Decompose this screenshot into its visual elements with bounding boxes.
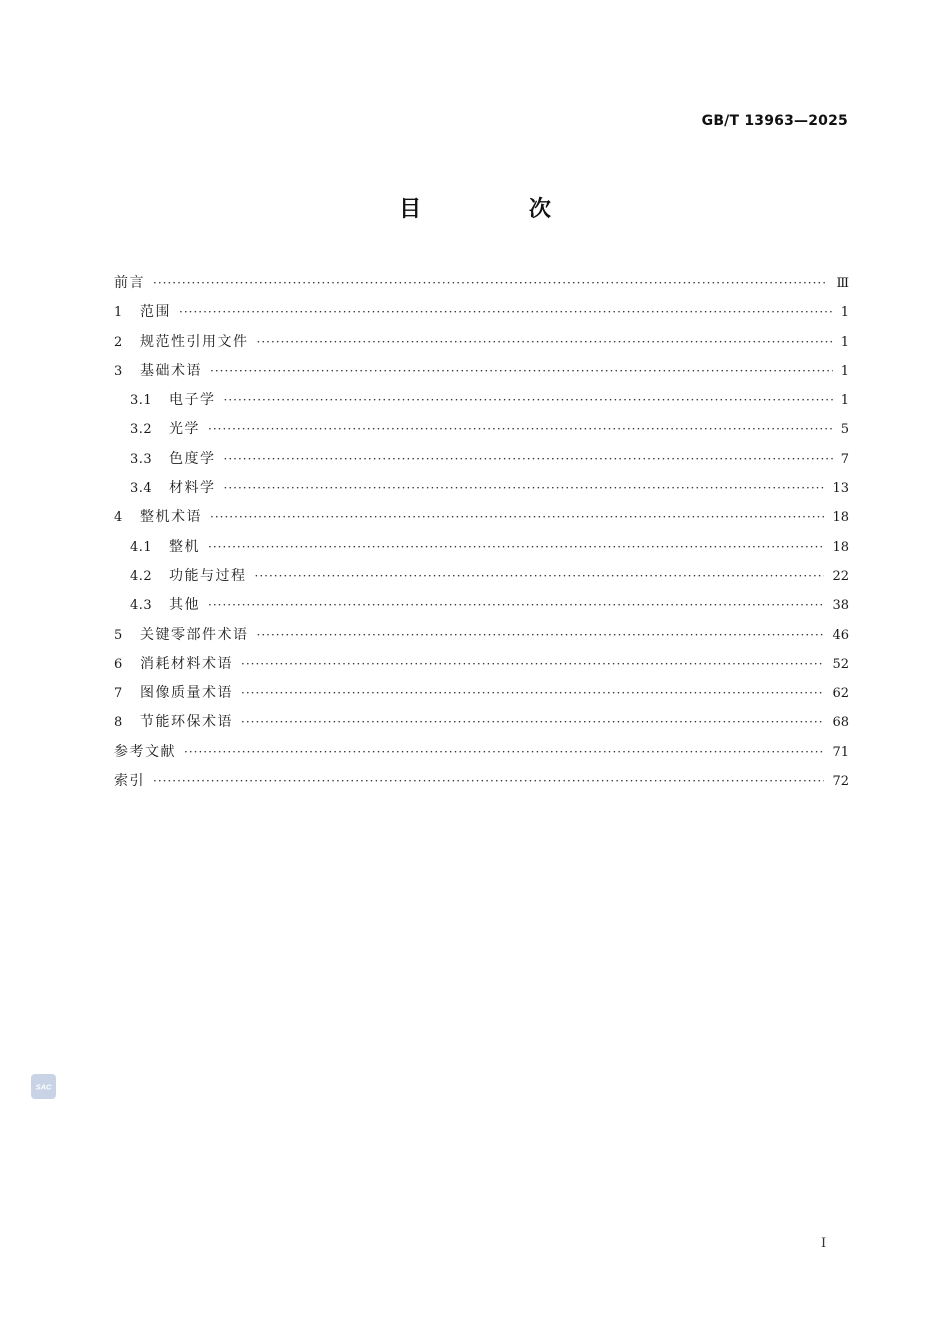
toc-entry-page[interactable]: 62	[832, 686, 849, 702]
toc-entry-label[interactable]: 消耗材料术语	[140, 655, 233, 672]
dot-leader	[210, 357, 833, 386]
toc-entry-page[interactable]: 1	[840, 305, 849, 321]
toc-entry-page[interactable]: 7	[840, 451, 849, 467]
dot-leader	[208, 591, 824, 620]
toc-entry-page[interactable]: 1	[840, 363, 849, 379]
toc-entry-label[interactable]: 节能环保术语	[140, 714, 233, 731]
dot-leader	[184, 738, 824, 767]
toc-entry-page[interactable]: 5	[840, 422, 849, 438]
dot-leader	[210, 503, 824, 532]
toc-entry-number: 4.3	[130, 598, 153, 614]
dot-leader	[208, 415, 833, 444]
watermark-text: SAC	[35, 1082, 52, 1092]
toc-entry[interactable]	[114, 328, 849, 357]
toc-entry-number: 3.4	[130, 481, 153, 497]
toc-entry[interactable]	[114, 708, 849, 737]
toc-entry[interactable]	[114, 591, 849, 620]
toc-entry[interactable]	[114, 562, 849, 591]
toc-entry-label[interactable]: 整机	[169, 538, 200, 555]
toc-entry[interactable]	[114, 621, 849, 650]
toc-entry-number: 4.2	[130, 568, 153, 584]
dot-leader	[241, 650, 824, 679]
toc-entry-number: 6	[114, 656, 123, 672]
standard-code: GB/T 13963—2025	[701, 113, 848, 129]
dot-leader	[153, 767, 824, 796]
toc-entry-label[interactable]: 图像质量术语	[140, 685, 233, 702]
toc-entry[interactable]	[114, 533, 849, 562]
toc-entry-page[interactable]: 46	[832, 627, 849, 643]
toc-entry-number: 3.2	[130, 422, 153, 438]
dot-leader	[257, 328, 833, 357]
toc-entry-page[interactable]: 22	[832, 568, 849, 584]
toc-entry-number: 3	[114, 363, 123, 379]
page-title: 目 次	[399, 197, 601, 222]
toc-entry-page[interactable]: 52	[832, 656, 849, 672]
toc-entry-page[interactable]: Ⅲ	[836, 276, 849, 291]
toc-entry-page[interactable]: 1	[840, 334, 849, 350]
dot-leader	[179, 298, 833, 327]
dot-leader	[224, 445, 833, 474]
toc-entry-label[interactable]: 参考文献	[114, 743, 176, 760]
toc-entry-label[interactable]: 其他	[169, 597, 200, 614]
toc-entry-number: 1	[114, 305, 123, 321]
toc-entry-number: 4	[114, 510, 123, 526]
toc-entry[interactable]	[114, 650, 849, 679]
dot-leader	[241, 708, 824, 737]
dot-leader	[208, 533, 824, 562]
toc-entry-page[interactable]: 1	[840, 393, 849, 409]
toc-entry-label[interactable]: 色度学	[169, 450, 216, 467]
toc-entry[interactable]	[114, 445, 849, 474]
toc-entry-page[interactable]: 68	[832, 715, 849, 731]
dot-leader	[153, 269, 828, 298]
toc-entry-label[interactable]: 材料学	[169, 480, 216, 497]
toc-entry[interactable]	[114, 357, 849, 386]
toc-entry-label[interactable]: 基础术语	[140, 362, 202, 379]
toc-entry-label[interactable]: 关键零部件术语	[140, 626, 249, 643]
toc-entry-number: 5	[114, 627, 123, 643]
toc-entry[interactable]	[114, 503, 849, 532]
sac-logo-icon	[31, 1074, 56, 1099]
toc-entry-label[interactable]: 电子学	[169, 392, 216, 409]
toc-entry-number: 2	[114, 334, 123, 350]
toc-entry-label[interactable]: 规范性引用文件	[140, 333, 249, 350]
toc-entry-page[interactable]: 13	[832, 481, 849, 497]
toc-entry[interactable]	[114, 767, 849, 796]
table-of-contents	[114, 269, 849, 796]
toc-entry-label[interactable]: 范围	[140, 304, 171, 321]
dot-leader	[241, 679, 824, 708]
toc-entry[interactable]	[114, 269, 849, 298]
toc-entry-label[interactable]: 光学	[169, 421, 200, 438]
toc-entry[interactable]	[114, 738, 849, 767]
toc-entry[interactable]	[114, 679, 849, 708]
toc-entry-page[interactable]: 38	[832, 598, 849, 614]
toc-entry-page[interactable]: 18	[832, 510, 849, 526]
toc-entry[interactable]	[114, 386, 849, 415]
toc-entry-number: 7	[114, 686, 123, 702]
toc-entry-page[interactable]: 71	[832, 744, 849, 760]
toc-entry-label[interactable]: 整机术语	[140, 509, 202, 526]
toc-entry[interactable]	[114, 298, 849, 327]
dot-leader	[224, 386, 833, 415]
toc-entry-label[interactable]: 前言	[114, 275, 145, 291]
page-number: I	[821, 1236, 827, 1251]
toc-entry-number: 3.3	[130, 451, 153, 467]
dot-leader	[224, 474, 825, 503]
dot-leader	[255, 562, 825, 591]
toc-entry-page[interactable]: 18	[832, 539, 849, 555]
toc-entry-number: 3.1	[130, 393, 153, 409]
toc-entry[interactable]	[114, 474, 849, 503]
toc-entry-page[interactable]: 72	[832, 774, 849, 790]
dot-leader	[257, 621, 825, 650]
toc-entry-number: 8	[114, 715, 123, 731]
toc-entry-label[interactable]: 索引	[114, 773, 145, 790]
toc-entry[interactable]	[114, 415, 849, 444]
toc-entry-label[interactable]: 功能与过程	[169, 567, 247, 584]
toc-entry-number: 4.1	[130, 539, 153, 555]
